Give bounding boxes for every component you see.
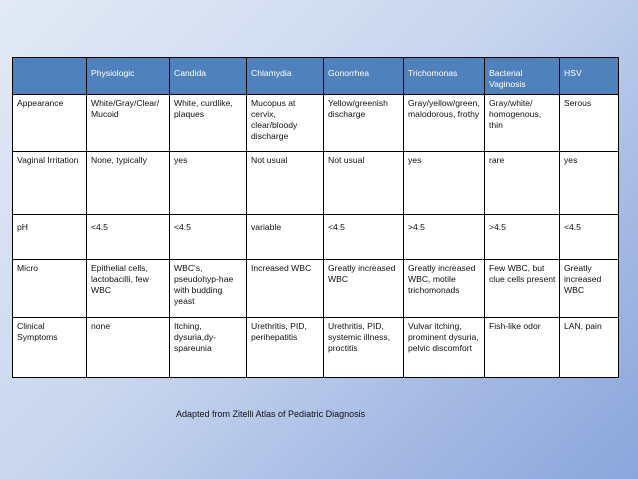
table-cell: WBC's, pseudohyp-hae with budding yeast: [170, 260, 247, 318]
column-header: Trichomonas: [404, 58, 485, 95]
row-header: Appearance: [13, 95, 87, 152]
table-cell: Itching, dysuria,dy-spareunia: [170, 318, 247, 378]
table-cell: Greatly increased WBC: [560, 260, 619, 318]
table-cell: Greatly increased WBC: [324, 260, 404, 318]
table-row: [13, 215, 619, 260]
table-cell: >4.5: [485, 215, 560, 260]
table-cell: <4.5: [170, 215, 247, 260]
table-cell: Serous: [560, 95, 619, 152]
table-cell: yes: [404, 152, 485, 215]
column-header: Candida: [170, 58, 247, 95]
table-cell: yes: [560, 152, 619, 215]
table-cell: Fish-like odor: [485, 318, 560, 378]
table-cell: Mucopus at cervix, clear/bloody discharge: [247, 95, 324, 152]
table-cell: Greatly increased WBC, motile trichomonads: [404, 260, 485, 318]
table-cell: White, curdlike, plaques: [170, 95, 247, 152]
column-header: [13, 58, 87, 95]
table-cell: >4.5: [404, 215, 485, 260]
column-header: Chlamydia: [247, 58, 324, 95]
row-header: Vaginal Irritation: [13, 152, 87, 215]
table-cell: Gray/white/ homogenous, thin: [485, 95, 560, 152]
table-header-row: [13, 58, 619, 95]
table-cell: Epithelial cells, lactobacilli, few WBC: [87, 260, 170, 318]
column-header: HSV: [560, 58, 619, 95]
table-cell: Urethritis, PID, systemic illness, proctitis: [324, 318, 404, 378]
vaginitis-comparison-table: [12, 57, 619, 378]
column-header: Bacterial Vaginosis: [485, 58, 560, 95]
table-cell: None, typically: [87, 152, 170, 215]
column-header: Gonorrhea: [324, 58, 404, 95]
table-row: [13, 260, 619, 318]
table-cell: rare: [485, 152, 560, 215]
row-header: Clinical Symptoms: [13, 318, 87, 378]
table-cell: variable: [247, 215, 324, 260]
table-cell: Urethritis, PID, perihepatitis: [247, 318, 324, 378]
table-cell: <4.5: [87, 215, 170, 260]
table-cell: Yellow/greenish discharge: [324, 95, 404, 152]
table-cell: LAN, pain: [560, 318, 619, 378]
table-cell: Gray/yellow/green, malodorous, frothy: [404, 95, 485, 152]
row-header: Micro: [13, 260, 87, 318]
table-row: [13, 152, 619, 215]
table-row: [13, 95, 619, 152]
table-cell: yes: [170, 152, 247, 215]
comparison-table-container: [12, 57, 618, 378]
table-cell: Vulvar itching, prominent dysuria, pelvic discomfort: [404, 318, 485, 378]
table-cell: Not usual: [247, 152, 324, 215]
source-caption: Adapted from Zitelli Atlas of Pediatric Diagnosis: [176, 409, 366, 419]
row-header: pH: [13, 215, 87, 260]
column-header: Physiologic: [87, 58, 170, 95]
table-cell: Not usual: [324, 152, 404, 215]
table-cell: Few WBC, but clue cells present: [485, 260, 560, 318]
table-row: [13, 318, 619, 378]
table-cell: <4.5: [560, 215, 619, 260]
table-cell: Increased WBC: [247, 260, 324, 318]
table-cell: none: [87, 318, 170, 378]
table-cell: <4.5: [324, 215, 404, 260]
table-cell: White/Gray/Clear/ Mucoid: [87, 95, 170, 152]
